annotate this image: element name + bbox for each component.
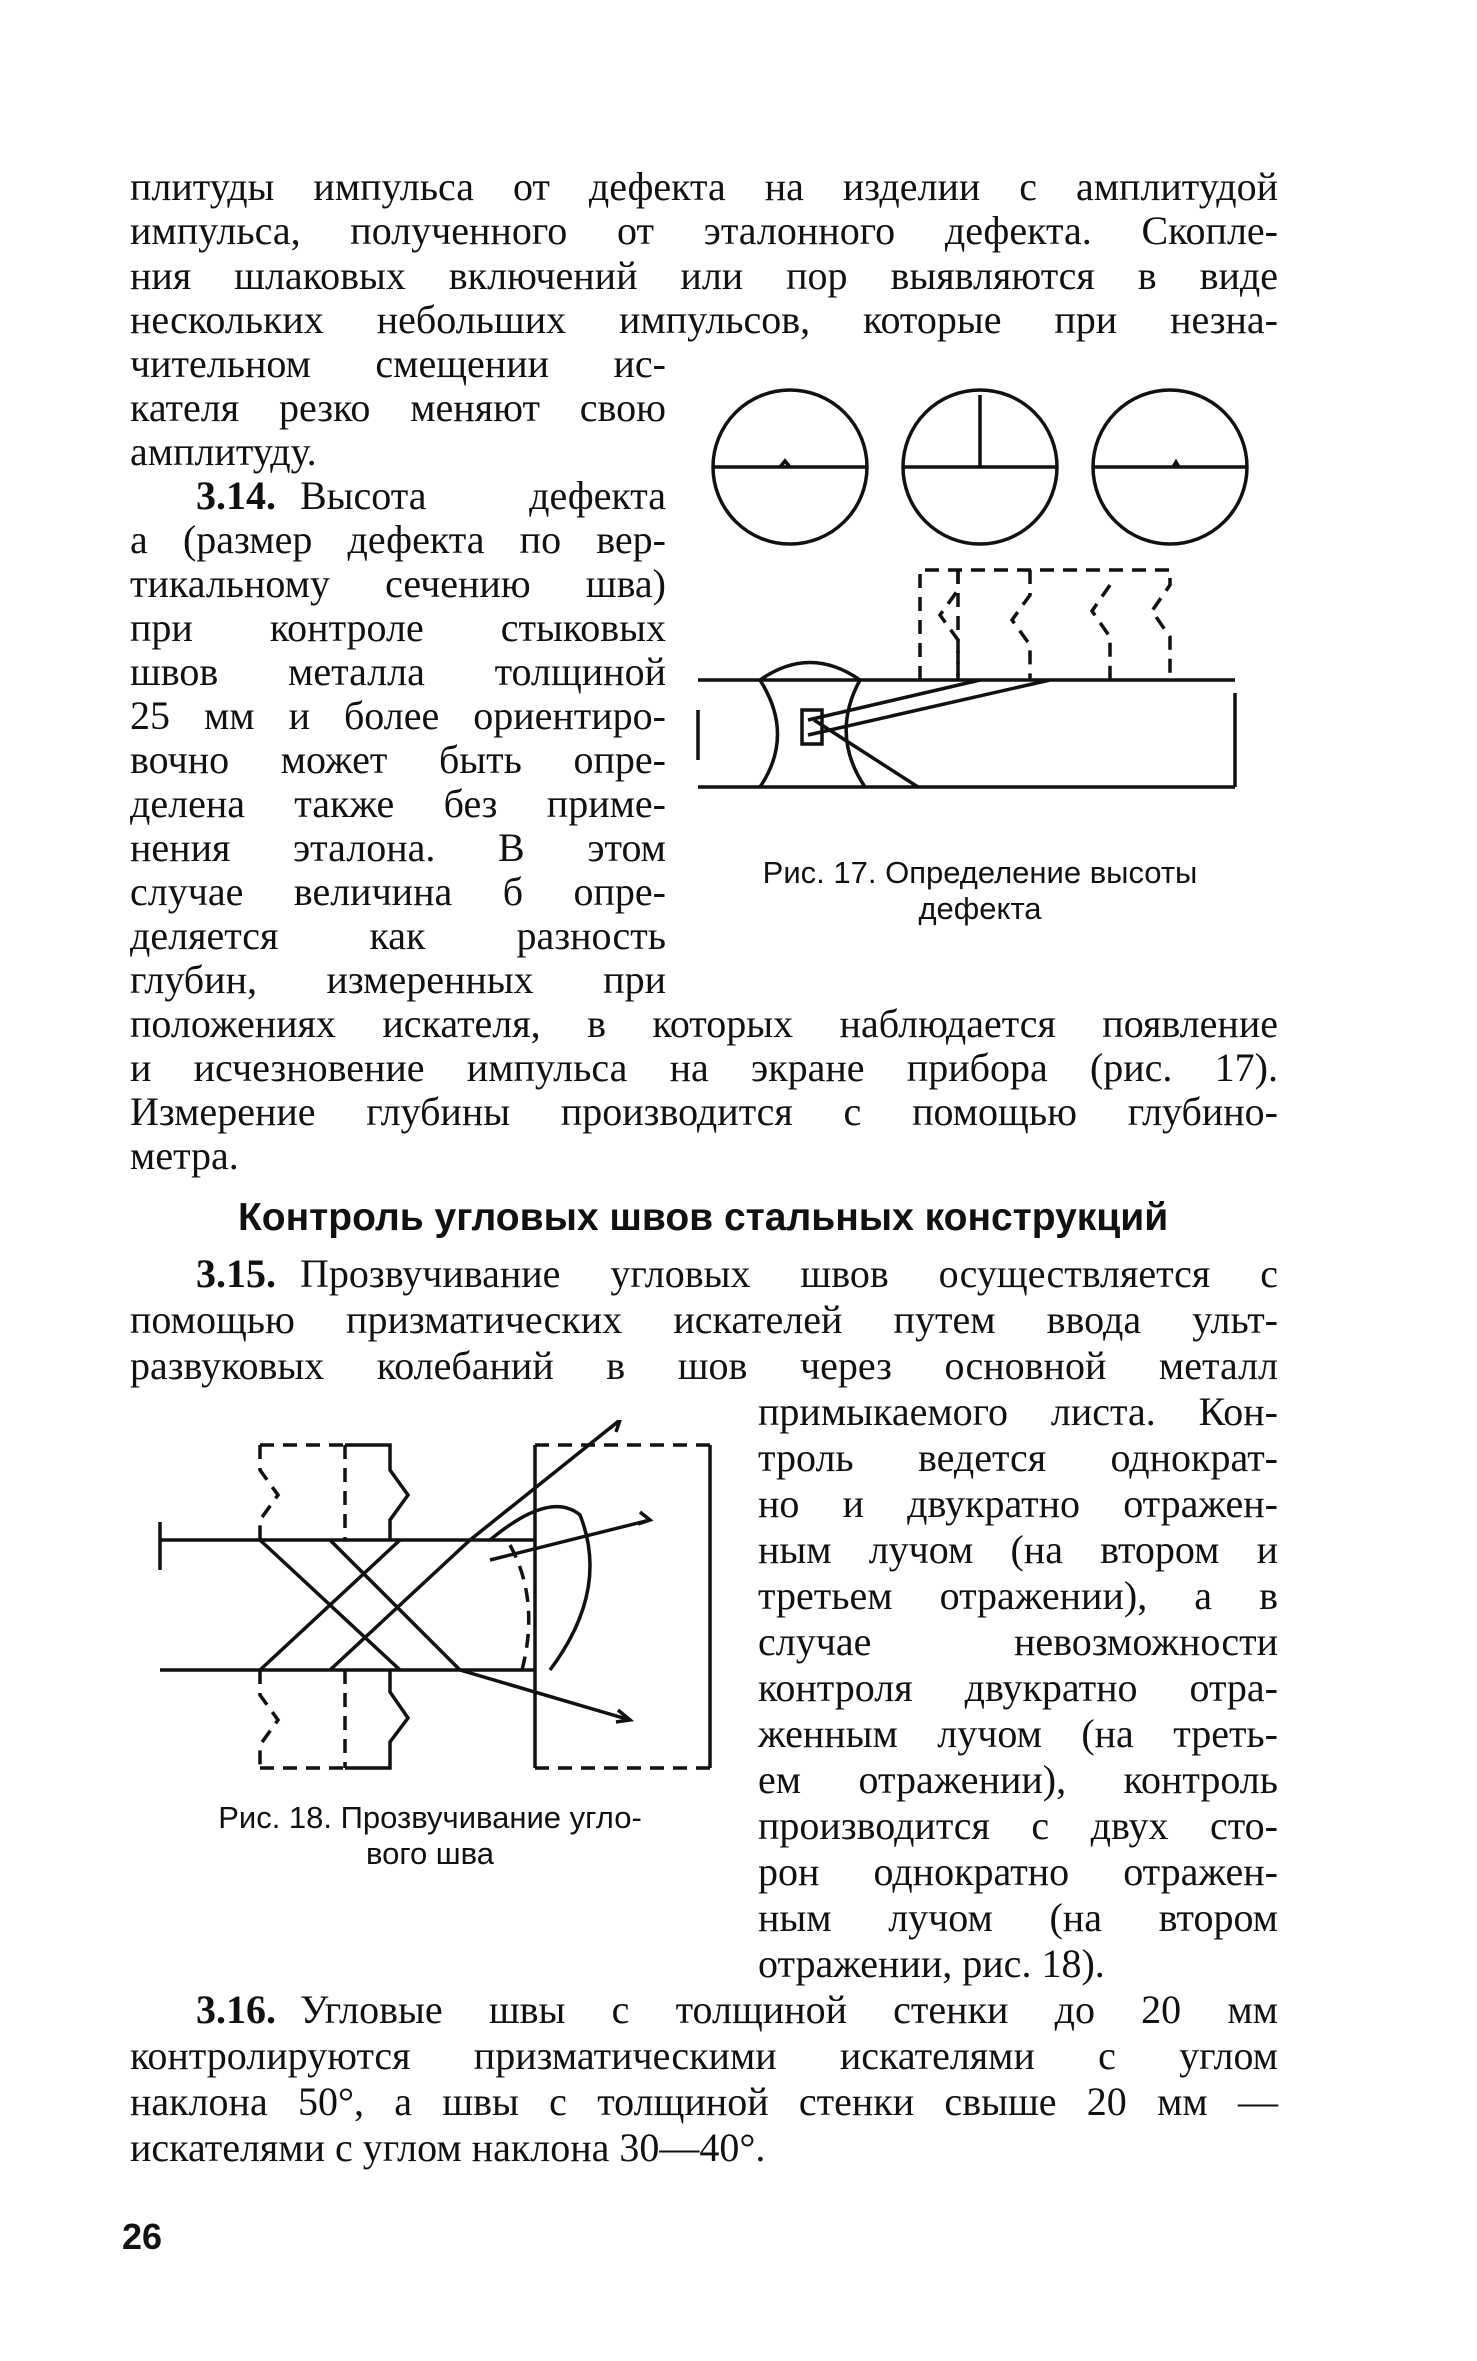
- figure-17-caption: [690, 855, 1270, 927]
- caption-line: вого шва: [365, 1836, 495, 1871]
- section-number: 3.16.: [196, 1987, 276, 2032]
- text-line: отражении, рис. 18).: [758, 1941, 1105, 1986]
- text-line: рон однократно отражен-: [758, 1849, 1278, 1894]
- text-line: Прозвучивание угловых швов осуществляется с: [300, 1251, 1278, 1296]
- text-line: развуковых колебаний в шов через основной металл: [130, 1343, 1278, 1388]
- text-line: кателя резко меняют свою: [130, 385, 666, 430]
- text-line: производится с двух сто-: [758, 1803, 1278, 1848]
- text-line: швов металла толщиной: [130, 649, 666, 694]
- text-line: Угловые швы с толщиной стенки до 20 мм: [300, 1987, 1278, 2032]
- text-line: и исчезновение импульса на экране прибора (рис. 17).: [130, 1045, 1278, 1090]
- text-line: метра.: [130, 1133, 239, 1178]
- caption-line: Рис. 18. Прозвучивание угло-: [218, 1800, 642, 1835]
- section-heading: Контроль угловых швов стальных конструкций: [238, 1196, 1169, 1239]
- text-line: делена также без приме-: [130, 781, 666, 826]
- text-line: женным лучом (на треть-: [758, 1711, 1278, 1756]
- caption-line: дефекта: [918, 891, 1042, 926]
- caption-line: Рис. 17. Определение высоты: [762, 855, 1198, 890]
- section-number: 3.14.: [196, 473, 276, 518]
- figure-18-diagram: [150, 1420, 730, 1800]
- text-line: 25 мм и более ориентиро-: [130, 693, 666, 738]
- text-line: нескольких небольших импульсов, которые при незна-: [130, 297, 1278, 342]
- text-line: искателями с углом наклона 30—40°.: [130, 2125, 766, 2170]
- text-line: Высота дефекта: [300, 473, 666, 518]
- text-line: импульса, полученного от эталонного дефекта. Скопле-: [130, 208, 1278, 253]
- text-line: при контроле стыковых: [130, 605, 666, 650]
- text-line: a (размер дефекта по вер-: [130, 517, 666, 562]
- text-line: помощью призматических искателей путем ввода ульт-: [130, 1297, 1278, 1342]
- text-line: примыкаемого листа. Кон-: [758, 1389, 1278, 1434]
- text-line: чительном смещении ис-: [130, 341, 666, 386]
- text-line: но и двукратно отражен-: [758, 1481, 1278, 1526]
- text-line: ным лучом (на втором: [758, 1895, 1278, 1940]
- text-line: третьем отражении), а в: [758, 1573, 1278, 1618]
- text-line: троль ведется однократ-: [758, 1435, 1278, 1480]
- text-line: ем отражении), контроль: [758, 1757, 1278, 1802]
- text-line: положениях искателя, в которых наблюдается появление: [130, 1001, 1278, 1046]
- figure-17-diagram: [690, 375, 1270, 835]
- text-line: случае величина б опре-: [130, 869, 666, 914]
- text-line: нения эталона. В этом: [130, 825, 666, 870]
- text-line: вочно может быть опре-: [130, 737, 666, 782]
- text-line: контролируются призматическими искателями с углом: [130, 2033, 1278, 2078]
- text-line: Измерение глубины производится с помощью глубино-: [130, 1089, 1278, 1134]
- text-line: случае невозможности: [758, 1619, 1278, 1664]
- text-line: ным лучом (на втором и: [758, 1527, 1278, 1572]
- figure-18-caption: [150, 1800, 710, 1872]
- text-line: контроля двукратно отра-: [758, 1665, 1278, 1710]
- section-number: 3.15.: [196, 1251, 276, 1296]
- text-line: ния шлаковых включений или пор выявляются в виде: [130, 253, 1278, 298]
- text-line: глубин, измеренных при: [130, 957, 666, 1002]
- text-line: наклона 50°, а швы с толщиной стенки свыше 20 мм —: [130, 2079, 1278, 2124]
- text-line: амплитуду.: [130, 429, 317, 474]
- page-number: 26: [122, 2216, 163, 2257]
- text-line: тикальному сечению шва): [130, 561, 666, 606]
- text-line: плитуды импульса от дефекта на изделии с амплитудой: [130, 164, 1278, 209]
- text-line: деляется как разность: [130, 913, 666, 958]
